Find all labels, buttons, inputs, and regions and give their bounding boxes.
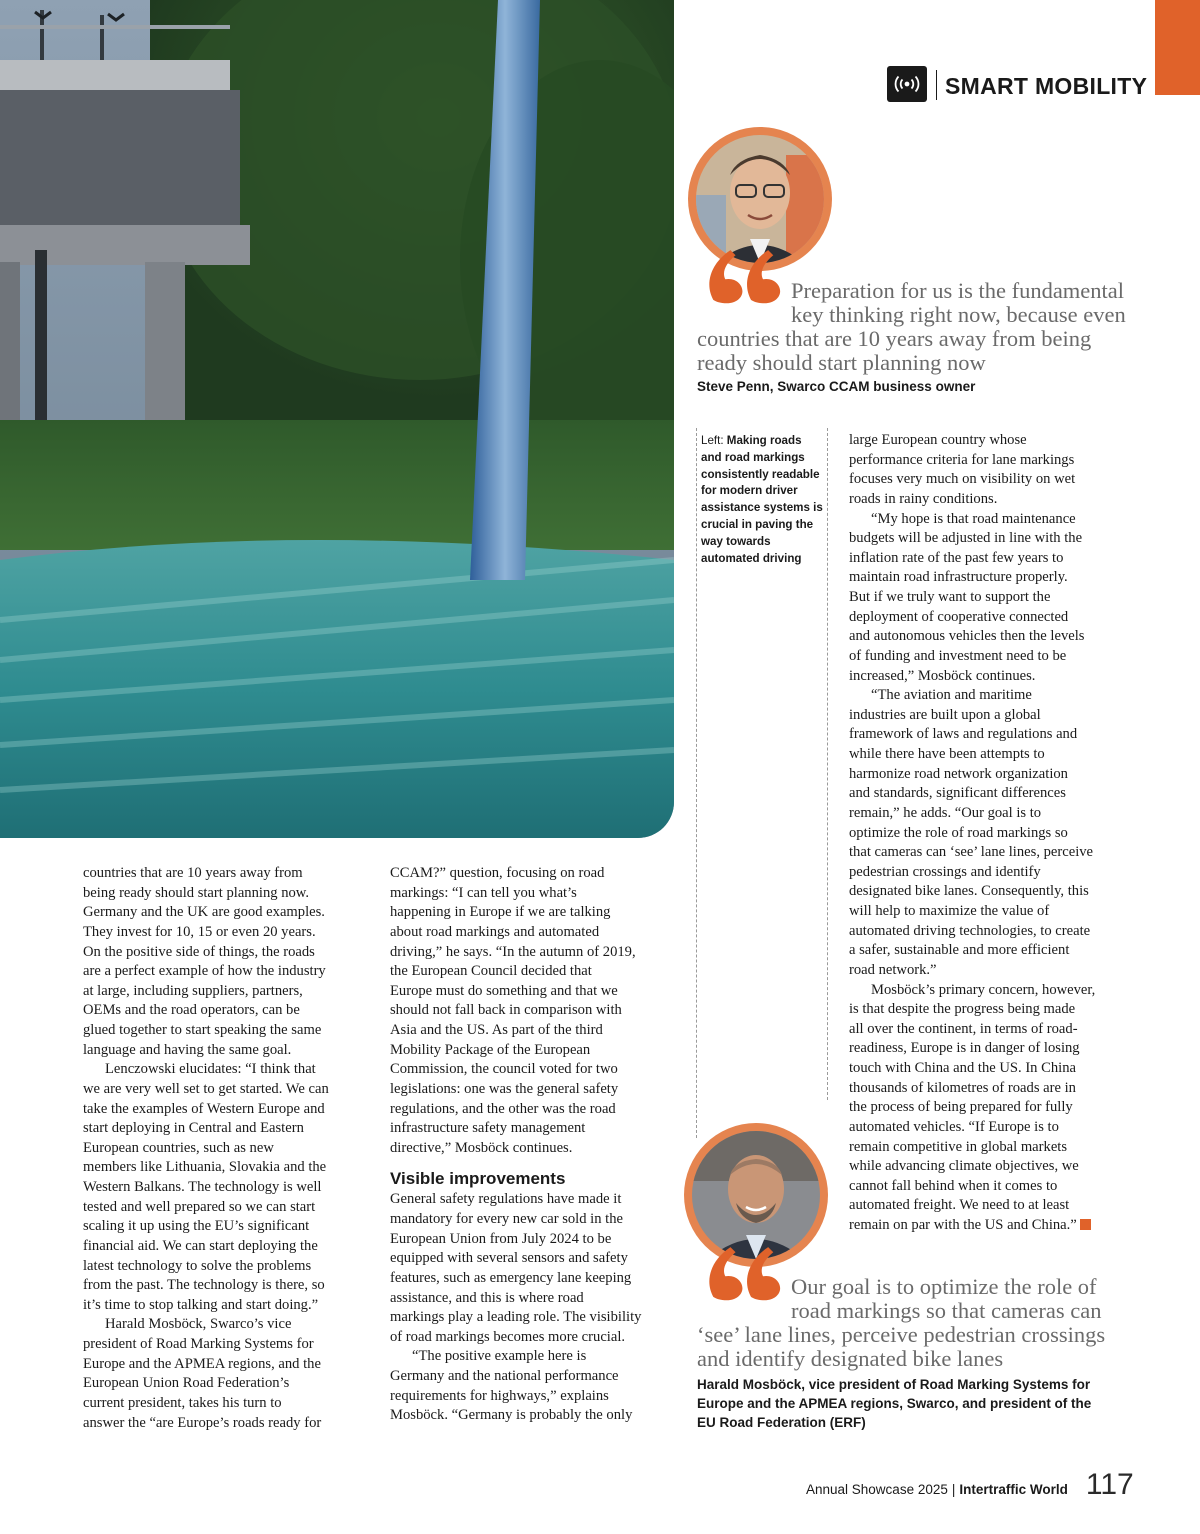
body-line: is that despite the progress being made [849, 1001, 1076, 1018]
body-line: European Union from July 2024 to be [390, 1230, 612, 1247]
body-line: Germany and the UK are good examples. [83, 904, 325, 921]
body-line: take the examples of Western Europe and [83, 1100, 325, 1117]
body-line: that cameras can ‘see’ lane lines, perceive [849, 844, 1094, 861]
body-line: answer the “are Europe’s roads ready for [83, 1414, 322, 1431]
attribution-line: Harald Mosböck, vice president of Road Marking Systems for [697, 1377, 1091, 1392]
body-line: members like Lithuania, Slovakia and the [83, 1159, 327, 1176]
pull-quote-line: and identify designated bike lanes [697, 1346, 1004, 1371]
pull-quote-line: Preparation for us is the fundamental [791, 278, 1125, 303]
body-line: while there have been attempts to [849, 746, 1045, 762]
body-line: we are very well set to get started. We can [83, 1080, 329, 1097]
body-line: start deploying in Central and Eastern [83, 1120, 304, 1137]
body-line: Mosböck’s primary concern, however, [871, 981, 1096, 998]
pull-quote-line: road markings so that cameras can [791, 1298, 1102, 1323]
body-line: European Union Road Federation’s [83, 1375, 290, 1392]
body-line: increased,” Mosböck continues. [849, 667, 1036, 684]
body-line: Lenczowski elucidates: “I think that [105, 1061, 316, 1078]
body-line: features, such as emergency lane keeping [390, 1269, 632, 1286]
body-line: equipped with several sensors and safety [390, 1250, 628, 1267]
body-line: designated bike lanes. Consequently, this [849, 883, 1089, 900]
body-line: CCAM?” question, focusing on road [390, 865, 605, 881]
body-line: will help to maximize the value of [849, 903, 1050, 919]
body-column-2 [390, 864, 680, 1426]
body-line: focuses very much on visibility on wet [849, 471, 1076, 488]
body-line: about road markings and automated [390, 923, 600, 940]
body-line: markings: “I can tell you what’s [390, 884, 577, 901]
page-footer [806, 1468, 1134, 1502]
quote-attribution-2 [697, 1375, 1091, 1432]
body-line: financial aid. We can start deploying the [83, 1237, 318, 1254]
body-line: Europe must do something and that we [390, 982, 618, 999]
body-line: large European country whose [849, 432, 1027, 448]
body-column-3 [849, 431, 1149, 1236]
road-photo-image [0, 0, 674, 838]
body-line: automated freight. We need to at least [849, 1197, 1070, 1214]
body-line: at large, including suppliers, partners, [83, 982, 303, 999]
body-line: of funding and investment need to be [849, 647, 1067, 664]
page-number: 117 [1085, 1468, 1134, 1501]
body-line: the European Council decided that [390, 963, 592, 980]
caption-lead: Left: [701, 434, 724, 447]
body-line: remain competitive in global markets [849, 1138, 1068, 1155]
body-line: touch with China and the US. In China [849, 1060, 1076, 1076]
body-line: thousands of kilometres of roads are in [849, 1079, 1076, 1096]
body-line: automated driving technologies, to create [849, 922, 1091, 939]
body-line: budgets will be adjusted in line with the [849, 530, 1083, 547]
header-divider [936, 70, 937, 100]
body-line: requirements for highways,” explains [390, 1387, 609, 1404]
wireless-signal-icon [887, 66, 927, 102]
road-photo [0, 0, 674, 838]
body-line: glued together to start speaking the same [83, 1022, 322, 1038]
body-line: legislations: one was the general safety [390, 1080, 619, 1097]
body-line: Mobility Package of the European [390, 1041, 591, 1058]
body-line: “My hope is that road maintenance [871, 510, 1076, 527]
column-divider [696, 428, 697, 1138]
body-line: remain,” he adds. “Our goal is to [849, 804, 1042, 821]
body-line: should not fall back in comparison with [390, 1002, 622, 1019]
body-line: roads in rainy conditions. [849, 490, 998, 507]
magazine-name: Intertraffic World [959, 1482, 1068, 1497]
body-line: of road markings becomes more crucial. [390, 1328, 626, 1345]
body-line: framework of laws and regulations and [849, 726, 1078, 743]
body-line: European countries, such as new [83, 1139, 274, 1156]
body-line: directive,” Mosböck continues. [390, 1139, 573, 1156]
body-line-last [849, 1216, 1149, 1236]
pull-quote-1 [697, 279, 1137, 375]
section-title: SMART MOBILITY [945, 73, 1148, 99]
body-line: maintain road infrastructure properly. [849, 569, 1068, 586]
body-line: and autonomous vehicles then the levels [849, 628, 1085, 645]
pull-quote-line: ready should start planning now [697, 350, 986, 375]
body-line: all over the continent, in terms of road- [849, 1020, 1078, 1037]
subheading: Visible improvements [390, 1169, 566, 1189]
body-line: Mosböck. “Germany is probably the only [390, 1407, 633, 1424]
body-line: Western Balkans. The technology is well [83, 1179, 322, 1195]
body-line: while advancing climate objectives, we [849, 1158, 1079, 1175]
body-line: optimize the role of road markings so [849, 824, 1068, 841]
person-photo [696, 135, 824, 263]
attribution-line: EU Road Federation (ERF) [697, 1415, 866, 1430]
body-line: performance criteria for lane markings [849, 451, 1075, 468]
body-line: are a perfect example of how the industry [83, 963, 326, 980]
body-line: from the past. The technology is there, so [83, 1277, 325, 1294]
body-line: and standards, significant differences [849, 785, 1066, 802]
pull-quote-line: countries that are 10 years away from being [697, 326, 1092, 351]
body-line: it’s time to stop talking and start doing.” [83, 1296, 319, 1313]
body-line: pedestrian crossings and identify [849, 863, 1041, 880]
body-line: markings play a leading role. The visibility [390, 1309, 642, 1326]
caption-text: Making roads and road markings consistently readable for modern driver assistance systems is crucial in paving the way towards automated driving [701, 434, 823, 565]
body-line: On the positive side of things, the roads [83, 943, 315, 960]
body-line: driving,” he says. “In the autumn of 2019, [390, 943, 636, 960]
body-line: road network.” [849, 961, 937, 978]
body-line: But if we truly want to support the [849, 589, 1051, 605]
pull-quote-2 [697, 1275, 1137, 1371]
body-line: Commission, the council voted for two [390, 1061, 618, 1078]
person-photo [692, 1131, 820, 1259]
body-column-1 [83, 864, 373, 1433]
body-line: mandatory for every new car sold in the [390, 1211, 624, 1227]
body-line: language and having the same goal. [83, 1041, 292, 1058]
body-line: Europe and the APMEA regions, and the [83, 1355, 321, 1372]
body-line: OEMs and the road operators, can be [83, 1002, 300, 1019]
body-line: Asia and the US. As part of the third [390, 1022, 603, 1038]
pull-quote-line: ‘see’ lane lines, perceive pedestrian crossings [697, 1322, 1106, 1347]
page-tab [1155, 0, 1200, 95]
body-line: “The positive example here is [412, 1348, 587, 1365]
body-line: General safety regulations have made it [390, 1191, 622, 1208]
footer-separator: | [951, 1482, 956, 1497]
photo-caption [701, 433, 825, 567]
quote-attribution-1: Steve Penn, Swarco CCAM business owner [697, 379, 976, 394]
body-line: latest technology to solve the problems [83, 1257, 312, 1274]
attribution-line: Europe and the APMEA regions, Swarco, and president of the [697, 1396, 1092, 1411]
body-line: automated vehicles. “If Europe is to [849, 1118, 1059, 1135]
body-line: Germany and the national performance [390, 1368, 619, 1384]
body-line: current president, takes his turn to [83, 1394, 282, 1411]
body-line: industries are built upon a global [849, 706, 1041, 723]
body-line: assistance, and this is where road [390, 1289, 584, 1306]
body-line: “The aviation and maritime [871, 687, 1032, 704]
body-line: president of Road Marking Systems for [83, 1336, 314, 1352]
body-line: being ready should start planning now. [83, 884, 310, 901]
body-line: countries that are 10 years away from [83, 865, 303, 881]
body-line: cannot fall behind when it comes to [849, 1177, 1058, 1194]
body-line: tested and well prepared so we can start [83, 1198, 316, 1215]
body-line-text: remain on par with the US and China.” [849, 1217, 1077, 1233]
body-line: infrastructure safety management [390, 1120, 586, 1137]
body-line: inflation rate of the past few years to [849, 549, 1064, 566]
publication-name: Annual Showcase 2025 [806, 1482, 948, 1497]
body-line: a safer, sustainable and more efficient [849, 942, 1070, 959]
body-line: regulations, and the other was the road [390, 1100, 616, 1117]
body-line: deployment of cooperative connected [849, 608, 1069, 625]
body-line: happening in Europe if we are talking [390, 904, 611, 921]
pull-quote-line: Our goal is to optimize the role of [791, 1274, 1097, 1299]
body-line: the process of being prepared for fully [849, 1099, 1073, 1116]
body-line: Harald Mosböck, Swarco’s vice [105, 1316, 292, 1333]
body-line: scaling it up using the EU’s significant [83, 1218, 310, 1235]
body-line: They invest for 10, 15 or even 20 years. [83, 923, 316, 940]
pull-quote-line: key thinking right now, because even [791, 302, 1126, 327]
body-line: readiness, Europe is in danger of losing [849, 1040, 1080, 1057]
body-line: harmonize road network organization [849, 765, 1068, 782]
column-divider [827, 428, 828, 1100]
end-mark-icon [1080, 1219, 1091, 1230]
